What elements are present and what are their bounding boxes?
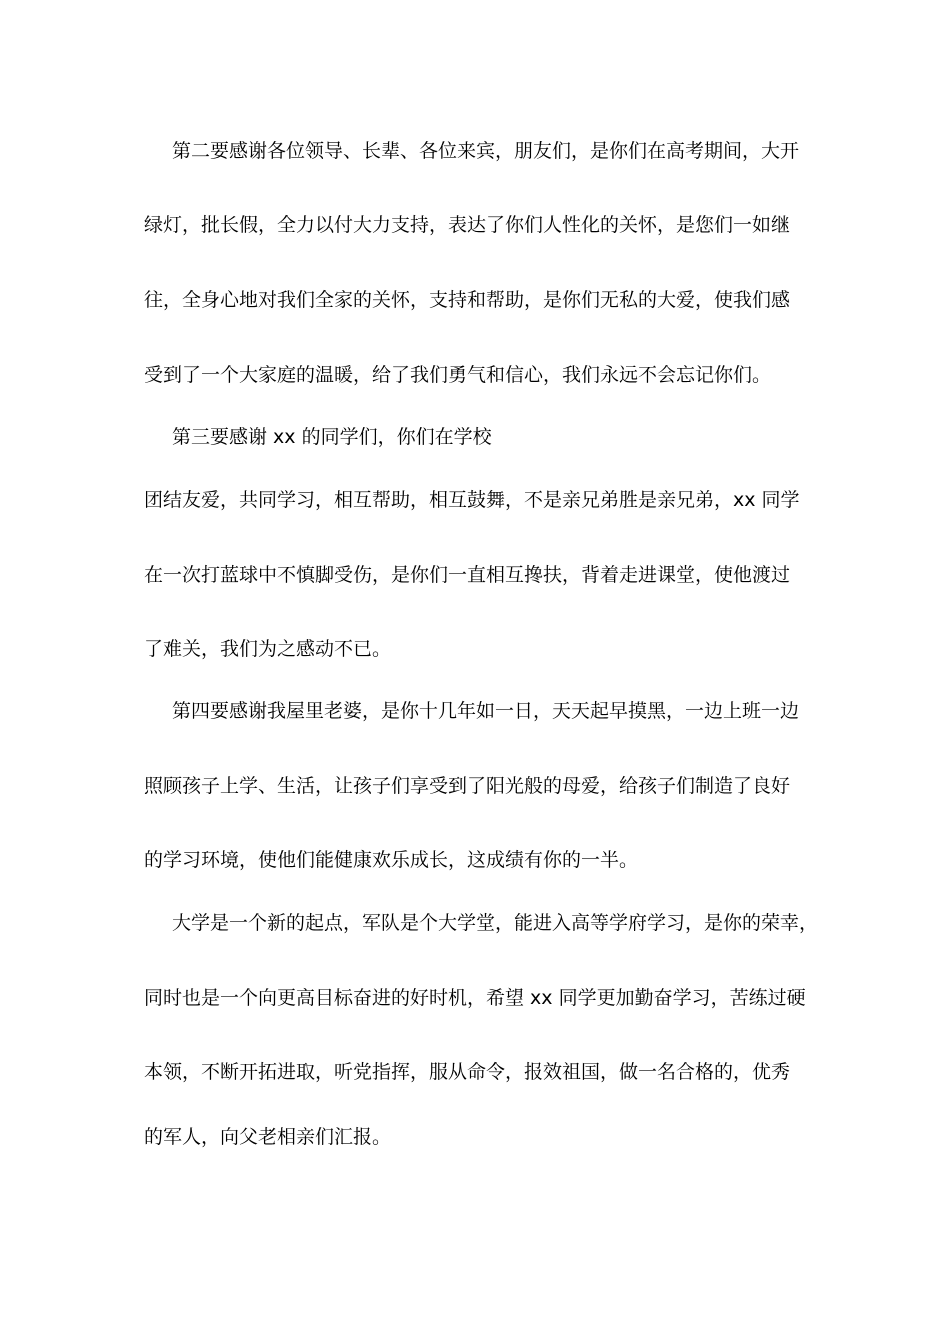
paragraph-2-line-3: 往，全身心地对我们全家的关怀，支持和帮助，是你们无私的大爱，使我们感 (144, 289, 791, 311)
paragraph-4-line-3: 的学习环境，使他们能健康欢乐成长，这成绩有你的一半。 (144, 849, 639, 871)
paragraph-3-line-2: 团结友爱，共同学习，相互帮助，相互鼓舞，不是亲兄弟胜是亲兄弟，xx 同学 (144, 489, 800, 511)
paragraph-5-line-1: 大学是一个新的起点，军队是个大学堂，能进入高等学府学习，是你的荣幸， (172, 912, 819, 934)
paragraph-2-line-2: 绿灯，批长假，全力以付大力支持，表达了你们人性化的关怀，是您们一如继 (144, 214, 791, 236)
paragraph-3-line-1: 第三要感谢 xx 的同学们，你们在学校 (172, 426, 492, 448)
paragraph-5-line-3: 本领，不断开拓进取，听党指挥，服从命令，报效祖国，做一名合格的，优秀 (144, 1061, 791, 1083)
paragraph-2-line-1: 第二要感谢各位领导、长辈、各位来宾，朋友们，是你们在高考期间，大开 (172, 140, 800, 162)
paragraph-2-line-4: 受到了一个大家庭的温暖，给了我们勇气和信心，我们永远不会忘记你们。 (144, 364, 772, 386)
paragraph-5-line-2: 同时也是一个向更高目标奋进的好时机，希望 xx 同学更加勤奋学习，苦练过硬 (144, 987, 806, 1009)
paragraph-3-line-3: 在一次打蓝球中不慎脚受伤，是你们一直相互搀扶，背着走进课堂，使他渡过 (144, 564, 791, 586)
paragraph-3-line-4: 了难关，我们为之感动不已。 (144, 638, 392, 660)
paragraph-5-line-4: 的军人，向父老相亲们汇报。 (144, 1126, 392, 1148)
paragraph-4-line-2: 照顾孩子上学、生活，让孩子们享受到了阳光般的母爱，给孩子们制造了良好 (144, 775, 791, 797)
paragraph-4-line-1: 第四要感谢我屋里老婆，是你十几年如一日，天天起早摸黑，一边上班一边 (172, 700, 800, 722)
